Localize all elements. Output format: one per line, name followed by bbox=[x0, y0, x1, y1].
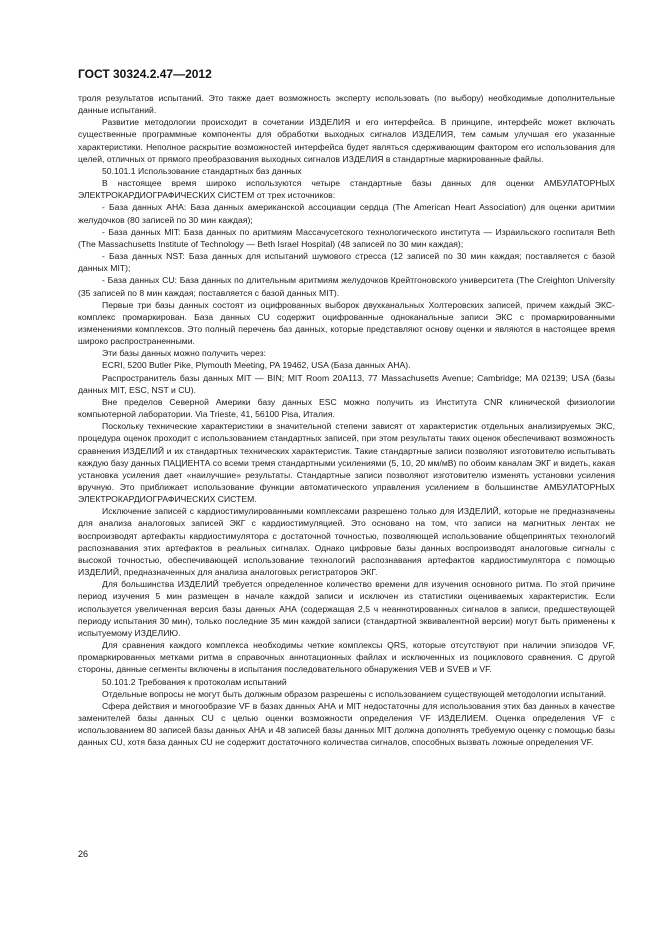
document-body bbox=[78, 92, 615, 748]
paragraph: Развитие методологии происходит в сочетании ИЗДЕЛИЯ и его интерфейса. В принципе, интерфейс может включать существенные программные компоненты для обработки выходных сигналов ИЗДЕЛИЯ, тем самым улучшая его указанные характеристики. Неполное раскрытие возможностей интерфейса будет являться сдерживающим фактором его использования для целей, отличных от прямого преобразования выходных сигналов ИЗДЕЛИЯ в стандартные маркированные файлы. bbox=[78, 117, 615, 164]
paragraph: Сфера действия и многообразие VF в базах данных АНА и MIT недостаточны для использования этих баз данных в качестве заменителей базы данных CU с целью оценки возможности определения VF ИЗДЕЛИЕМ. Оценка определения VF с использованием 80 записей базы данных АНА и 48 записей базы данных MIT должна дополнять требуемую оценку с помощью базы данных CU, хотя база данных CU не содержит достаточного количества сигналов, способных вызвать ложные определения VF. bbox=[78, 700, 615, 748]
address: Распространитель базы данных MIT — BIN; MIT Room 20A113, 77 Massachusetts Avenue; Cambridge; MA 02139; USA (базы данных MIT, ESC, NST и CU). bbox=[78, 372, 615, 395]
address: ECRI, 5200 Butler Pike, Plymouth Meeting, PA 19462, USA (База данных АНА). bbox=[102, 360, 411, 371]
section-heading: 50.101.2 Требования к протоколам испытаний bbox=[102, 676, 287, 687]
paragraph: Отдельные вопросы не могут быть должным образом разрешены с использованием существующей методологии испытаний. bbox=[102, 688, 607, 699]
paragraph: троля результатов испытаний. Это также дает возможность эксперту использовать (по выбору) необходимые дополнительные данные испытаний. bbox=[78, 93, 615, 116]
list-item: - База данных MIT: База данных по аритмиям Массачусетского технологического института — Израильского госпиталя Beth (The Massachusetts Institute of Technology — Beth Israel Hospital) (48 записей по 30 мин каждая); bbox=[78, 226, 615, 249]
paragraph: Эти базы данных можно получить через: bbox=[102, 348, 266, 359]
paragraph: Первые три базы данных состоят из оцифрованных выборок двухканальных Холтеровских записей, причем каждый ЭКС-комплекс промаркирован. База данных CU содержит оцифрованные одноканальные записи ЭКС с промаркированными изменениями комплексов. Это полный перечень баз данных, которые представляют основу оценки и являются в настоящее время широко распространенными. bbox=[78, 299, 615, 347]
page-number: 26 bbox=[78, 849, 89, 859]
paragraph: В настоящее время широко используются четыре стандартные базы данных для оценки АМБУЛАТОРНЫХ ЭЛЕКТРОКАРДИОГРАФИЧЕСКИХ СИСТЕМ от трех источников: bbox=[78, 178, 615, 201]
paragraph: Поскольку технические характеристики в значительной степени зависят от характеристик отдельных анализируемых ЭКС, процедура оценок проходит с использованием стандартных записей, при этом результаты таких оценок обеспечивают возможность сравнения ИЗДЕЛИЙ и их стандартных технических характеристик. Такие стандартные записи позволяют изготовителю испытывать каждую базу данных ПАЦИЕНТА со всеми тремя стандартными усилениями (5, 10, 20 мм/мВ) по обоим каналам ЭКГ и видеть, какая установка усиления дает «наилучшие» результаты. Стандартные записи позволяют изготовителю изменять установки усиления вручную. Это приближает использование функции автоматического управления усилением в большинстве АМБУЛАТОРНЫХ ЭЛЕКТРОКАРДИОГРАФИЧЕСКИХ СИСТЕМ. bbox=[78, 421, 615, 505]
list-item: - База данных АНА: База данных американской ассоциации сердца (The American Heart Association) для оценки аритмии желудочков (80 записей по 30 мин каждая); bbox=[78, 202, 615, 225]
list-item: - База данных CU: База данных по длительным аритмиям желудочков Крейтгоновского университета (The Creighton University (35 записей по 8 мин каждая; поставляется с базой данных MIT). bbox=[78, 275, 615, 298]
list-item: - База данных NST: База данных для испытаний шумового стресса (12 записей по 30 мин каждая; поставляется с базой данных MIT); bbox=[78, 251, 615, 274]
paragraph: Для сравнения каждого комплекса необходимы четкие комплексы QRS, которые отсутствуют при наличии эпизодов VF, промаркированных метками ритма в справочных аннотационных файлах и исключенных из поциклового сравнения. С другой стороны, данные сегменты включены в испытания последовательного обнаружения VEB и SVEB и VF. bbox=[78, 640, 615, 675]
document-header: ГОСТ 30324.2.47—2012 bbox=[78, 67, 212, 81]
paragraph: Для большинства ИЗДЕЛИЙ требуется определенное количество времени для изучения основного ритма. По этой причине период изучения 5 мин размещен в начале каждой записи и исключен из статистики оцениваемых характеристик. Если используется увеличенная версия базы данных АНА (содержащая 2,5 ч неаннотированных сигналов в записи, предшествующей периоду испытания 30 мин), только последние 35 мин каждой записи (стандартной эквивалентной версии) могут быть применены к испытуемому ИЗДЕЛИЮ. bbox=[78, 579, 615, 638]
paragraph: Исключение записей с кардиостимулированными комплексами разрешено только для ИЗДЕЛИЙ, которые не предназначены для анализа аналоговых записей ЭКГ с кардиостимуляцией. Это основано на том, что записи на магнитных лентах не воспроизводят артефакты кардиостимулятора с достаточной точностью, позволяющей использование общепринятых технологий распознавания этих артефактов в реальных сигналах. Однако цифровые базы данных воспроизводят аналоговые сигналы с высокой точностью, обеспечивающей использование технологий распознавания артефактов кардиостимулятора с помощью ИЗДЕЛИЙ, предназначенных для анализа аналоговых регистраторов ЭКГ. bbox=[78, 506, 615, 578]
section-heading: 50.101.1 Использование стандартных баз данных bbox=[102, 165, 302, 176]
paragraph: Вне пределов Северной Америки базу данных ESC можно получить из Института CNR клинической физиологии компьютерной лаборатории. Via Trieste, 41, 56100 Pisa, Италия. bbox=[78, 396, 615, 420]
